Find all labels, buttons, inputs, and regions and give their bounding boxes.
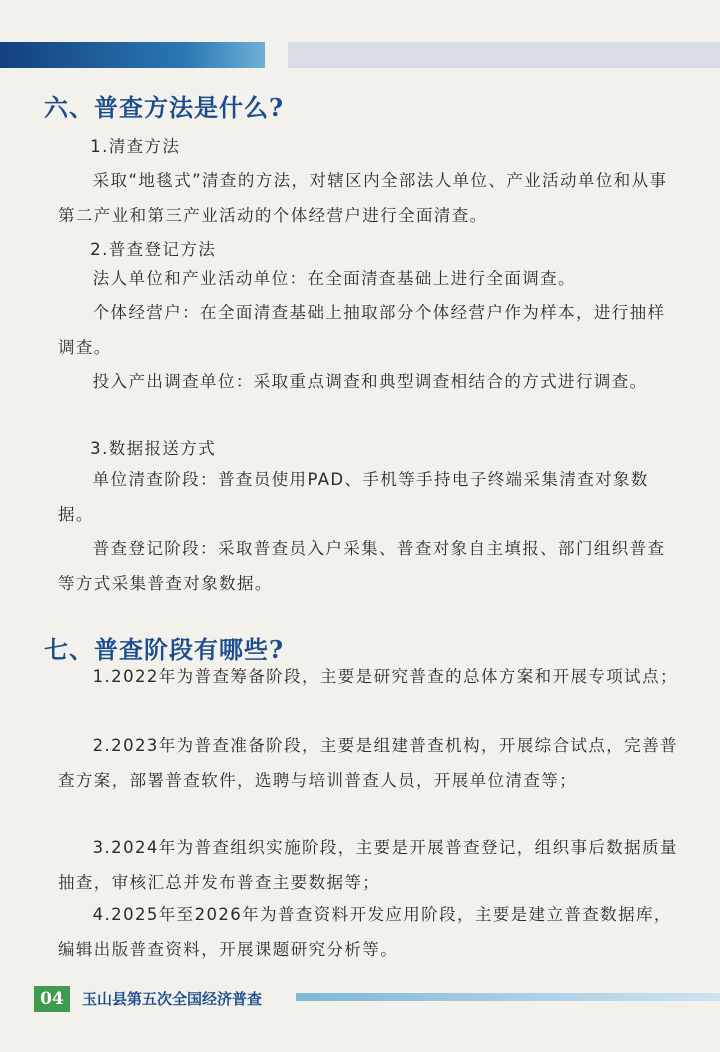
section-6-paragraph-1: 采取“地毯式”清查的方法，对辖区内全部法人单位、产业活动单位和从事第二产业和第三产业活动的个体经营户进行全面清查。 xyxy=(58,171,668,225)
section-6-heading: 六、普查方法是什么? xyxy=(44,93,285,122)
footer-decorative-line xyxy=(296,993,720,1001)
section-6-sub-2: 2.普查登记方法 xyxy=(90,240,217,259)
section-7-paragraph-2: 2.2023年为普查准备阶段，主要是组建普查机构，开展综合试点，完善普查方案，部署普查软件，选聘与培训普查人员，开展单位清查等； xyxy=(58,736,678,790)
section-6-paragraph-3: 个体经营户：在全面清查基础上抽取部分个体经营户作为样本，进行抽样调查。 xyxy=(58,303,666,357)
section-7-paragraph-3: 3.2024年为普查组织实施阶段，主要是开展普查登记，组织事后数据质量抽查，审核汇总并发布普查主要数据等； xyxy=(58,838,678,892)
header-accent-bar xyxy=(0,42,265,68)
section-6-sub-1: 1.清查方法 xyxy=(90,137,181,156)
header-light-bar xyxy=(288,42,720,68)
section-6-paragraph-5: 单位清查阶段：普查员使用PAD、手机等手持电子终端采集清查对象数据。 xyxy=(58,470,649,524)
section-6-paragraph-6: 普查登记阶段：采取普查员入户采集、普查对象自主填报、部门组织普查等方式采集普查对象数据。 xyxy=(58,539,666,593)
section-6-sub-3: 3.数据报送方式 xyxy=(90,439,217,458)
section-7-heading: 七、普查阶段有哪些? xyxy=(44,635,285,664)
footer-title: 玉山县第五次全国经济普查 xyxy=(82,990,263,1008)
section-6-paragraph-4: 投入产出调查单位：采取重点调查和典型调查相结合的方式进行调查。 xyxy=(92,372,648,391)
section-7-paragraph-1: 1.2022年为普查筹备阶段，主要是研究普查的总体方案和开展专项试点； xyxy=(92,667,678,686)
section-6-paragraph-2: 法人单位和产业活动单位：在全面清查基础上进行全面调查。 xyxy=(92,269,576,288)
section-7-paragraph-4: 4.2025年至2026年为普查资料开发应用阶段，主要是建立普查数据库，编辑出版普查资料，开展课题研究分析等。 xyxy=(58,905,672,959)
page-number-badge: 04 xyxy=(34,986,70,1012)
